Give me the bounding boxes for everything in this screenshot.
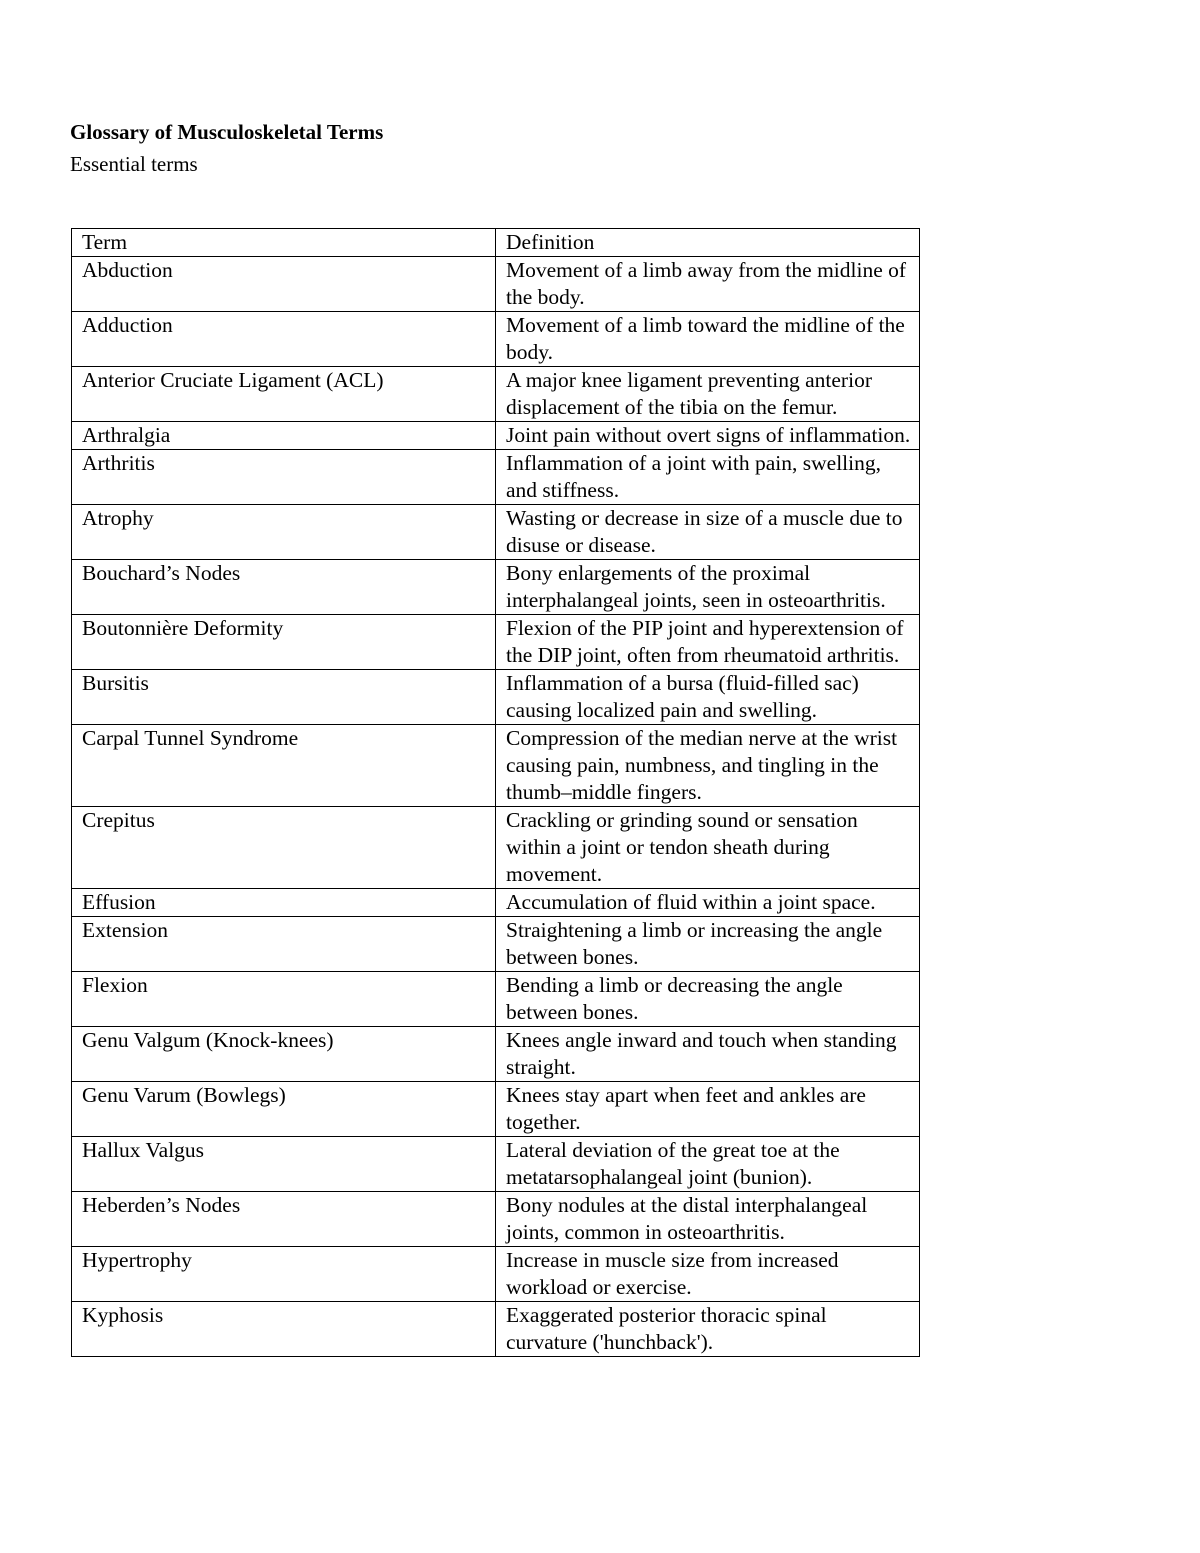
definition-cell: Movement of a limb toward the midline of the body. [496,312,920,367]
term-cell: Abduction [72,257,496,312]
glossary-table-body [72,229,920,1357]
glossary-table [71,228,920,1357]
definition-cell: Knees stay apart when feet and ankles are together. [496,1082,920,1137]
definition-cell: Accumulation of fluid within a joint space. [496,889,920,917]
term-cell: Atrophy [72,505,496,560]
definition-cell: Compression of the median nerve at the wrist causing pain, numbness, and tingling in the thumb–middle fingers. [496,725,920,807]
column-header-term: Term [72,229,496,257]
table-row [72,422,920,450]
table-row [72,1192,920,1247]
table-row [72,1082,920,1137]
definition-cell: A major knee ligament preventing anterior displacement of the tibia on the femur. [496,367,920,422]
table-row [72,725,920,807]
term-cell: Hypertrophy [72,1247,496,1302]
term-cell: Anterior Cruciate Ligament (ACL) [72,367,496,422]
table-header-row [72,229,920,257]
table-row [72,917,920,972]
definition-cell: Crackling or grinding sound or sensation within a joint or tendon sheath during movement. [496,807,920,889]
table-row [72,1247,920,1302]
table-row [72,560,920,615]
table-row [72,257,920,312]
term-cell: Carpal Tunnel Syndrome [72,725,496,807]
table-row [72,972,920,1027]
definition-cell: Increase in muscle size from increased workload or exercise. [496,1247,920,1302]
term-cell: Extension [72,917,496,972]
definition-cell: Knees angle inward and touch when standing straight. [496,1027,920,1082]
definition-cell: Inflammation of a joint with pain, swelling, and stiffness. [496,450,920,505]
column-header-definition: Definition [496,229,920,257]
definition-cell: Bending a limb or decreasing the angle between bones. [496,972,920,1027]
table-row [72,889,920,917]
term-cell: Kyphosis [72,1302,496,1357]
table-row [72,670,920,725]
term-cell: Effusion [72,889,496,917]
table-row [72,505,920,560]
definition-cell: Inflammation of a bursa (fluid-filled sac) causing localized pain and swelling. [496,670,920,725]
term-cell: Crepitus [72,807,496,889]
table-row [72,312,920,367]
page-subtitle: Essential terms [70,152,198,176]
term-cell: Genu Valgum (Knock-knees) [72,1027,496,1082]
definition-cell: Exaggerated posterior thoracic spinal curvature ('hunchback'). [496,1302,920,1357]
table-row [72,450,920,505]
definition-cell: Joint pain without overt signs of inflammation. [496,422,920,450]
definition-cell: Lateral deviation of the great toe at the metatarsophalangeal joint (bunion). [496,1137,920,1192]
table-row [72,1027,920,1082]
term-cell: Heberden’s Nodes [72,1192,496,1247]
definition-cell: Bony enlargements of the proximal interphalangeal joints, seen in osteoarthritis. [496,560,920,615]
term-cell: Flexion [72,972,496,1027]
table-row [72,807,920,889]
term-cell: Boutonnière Deformity [72,615,496,670]
table-row [72,367,920,422]
definition-cell: Bony nodules at the distal interphalangeal joints, common in osteoarthritis. [496,1192,920,1247]
term-cell: Arthralgia [72,422,496,450]
table-row [72,615,920,670]
definition-cell: Straightening a limb or increasing the angle between bones. [496,917,920,972]
term-cell: Hallux Valgus [72,1137,496,1192]
term-cell: Arthritis [72,450,496,505]
term-cell: Bouchard’s Nodes [72,560,496,615]
definition-cell: Movement of a limb away from the midline of the body. [496,257,920,312]
table-row [72,1137,920,1192]
definition-cell: Flexion of the PIP joint and hyperextension of the DIP joint, often from rheumatoid arthritis. [496,615,920,670]
page-title: Glossary of Musculoskeletal Terms [70,120,384,144]
term-cell: Genu Varum (Bowlegs) [72,1082,496,1137]
table-row [72,1302,920,1357]
term-cell: Adduction [72,312,496,367]
term-cell: Bursitis [72,670,496,725]
definition-cell: Wasting or decrease in size of a muscle due to disuse or disease. [496,505,920,560]
